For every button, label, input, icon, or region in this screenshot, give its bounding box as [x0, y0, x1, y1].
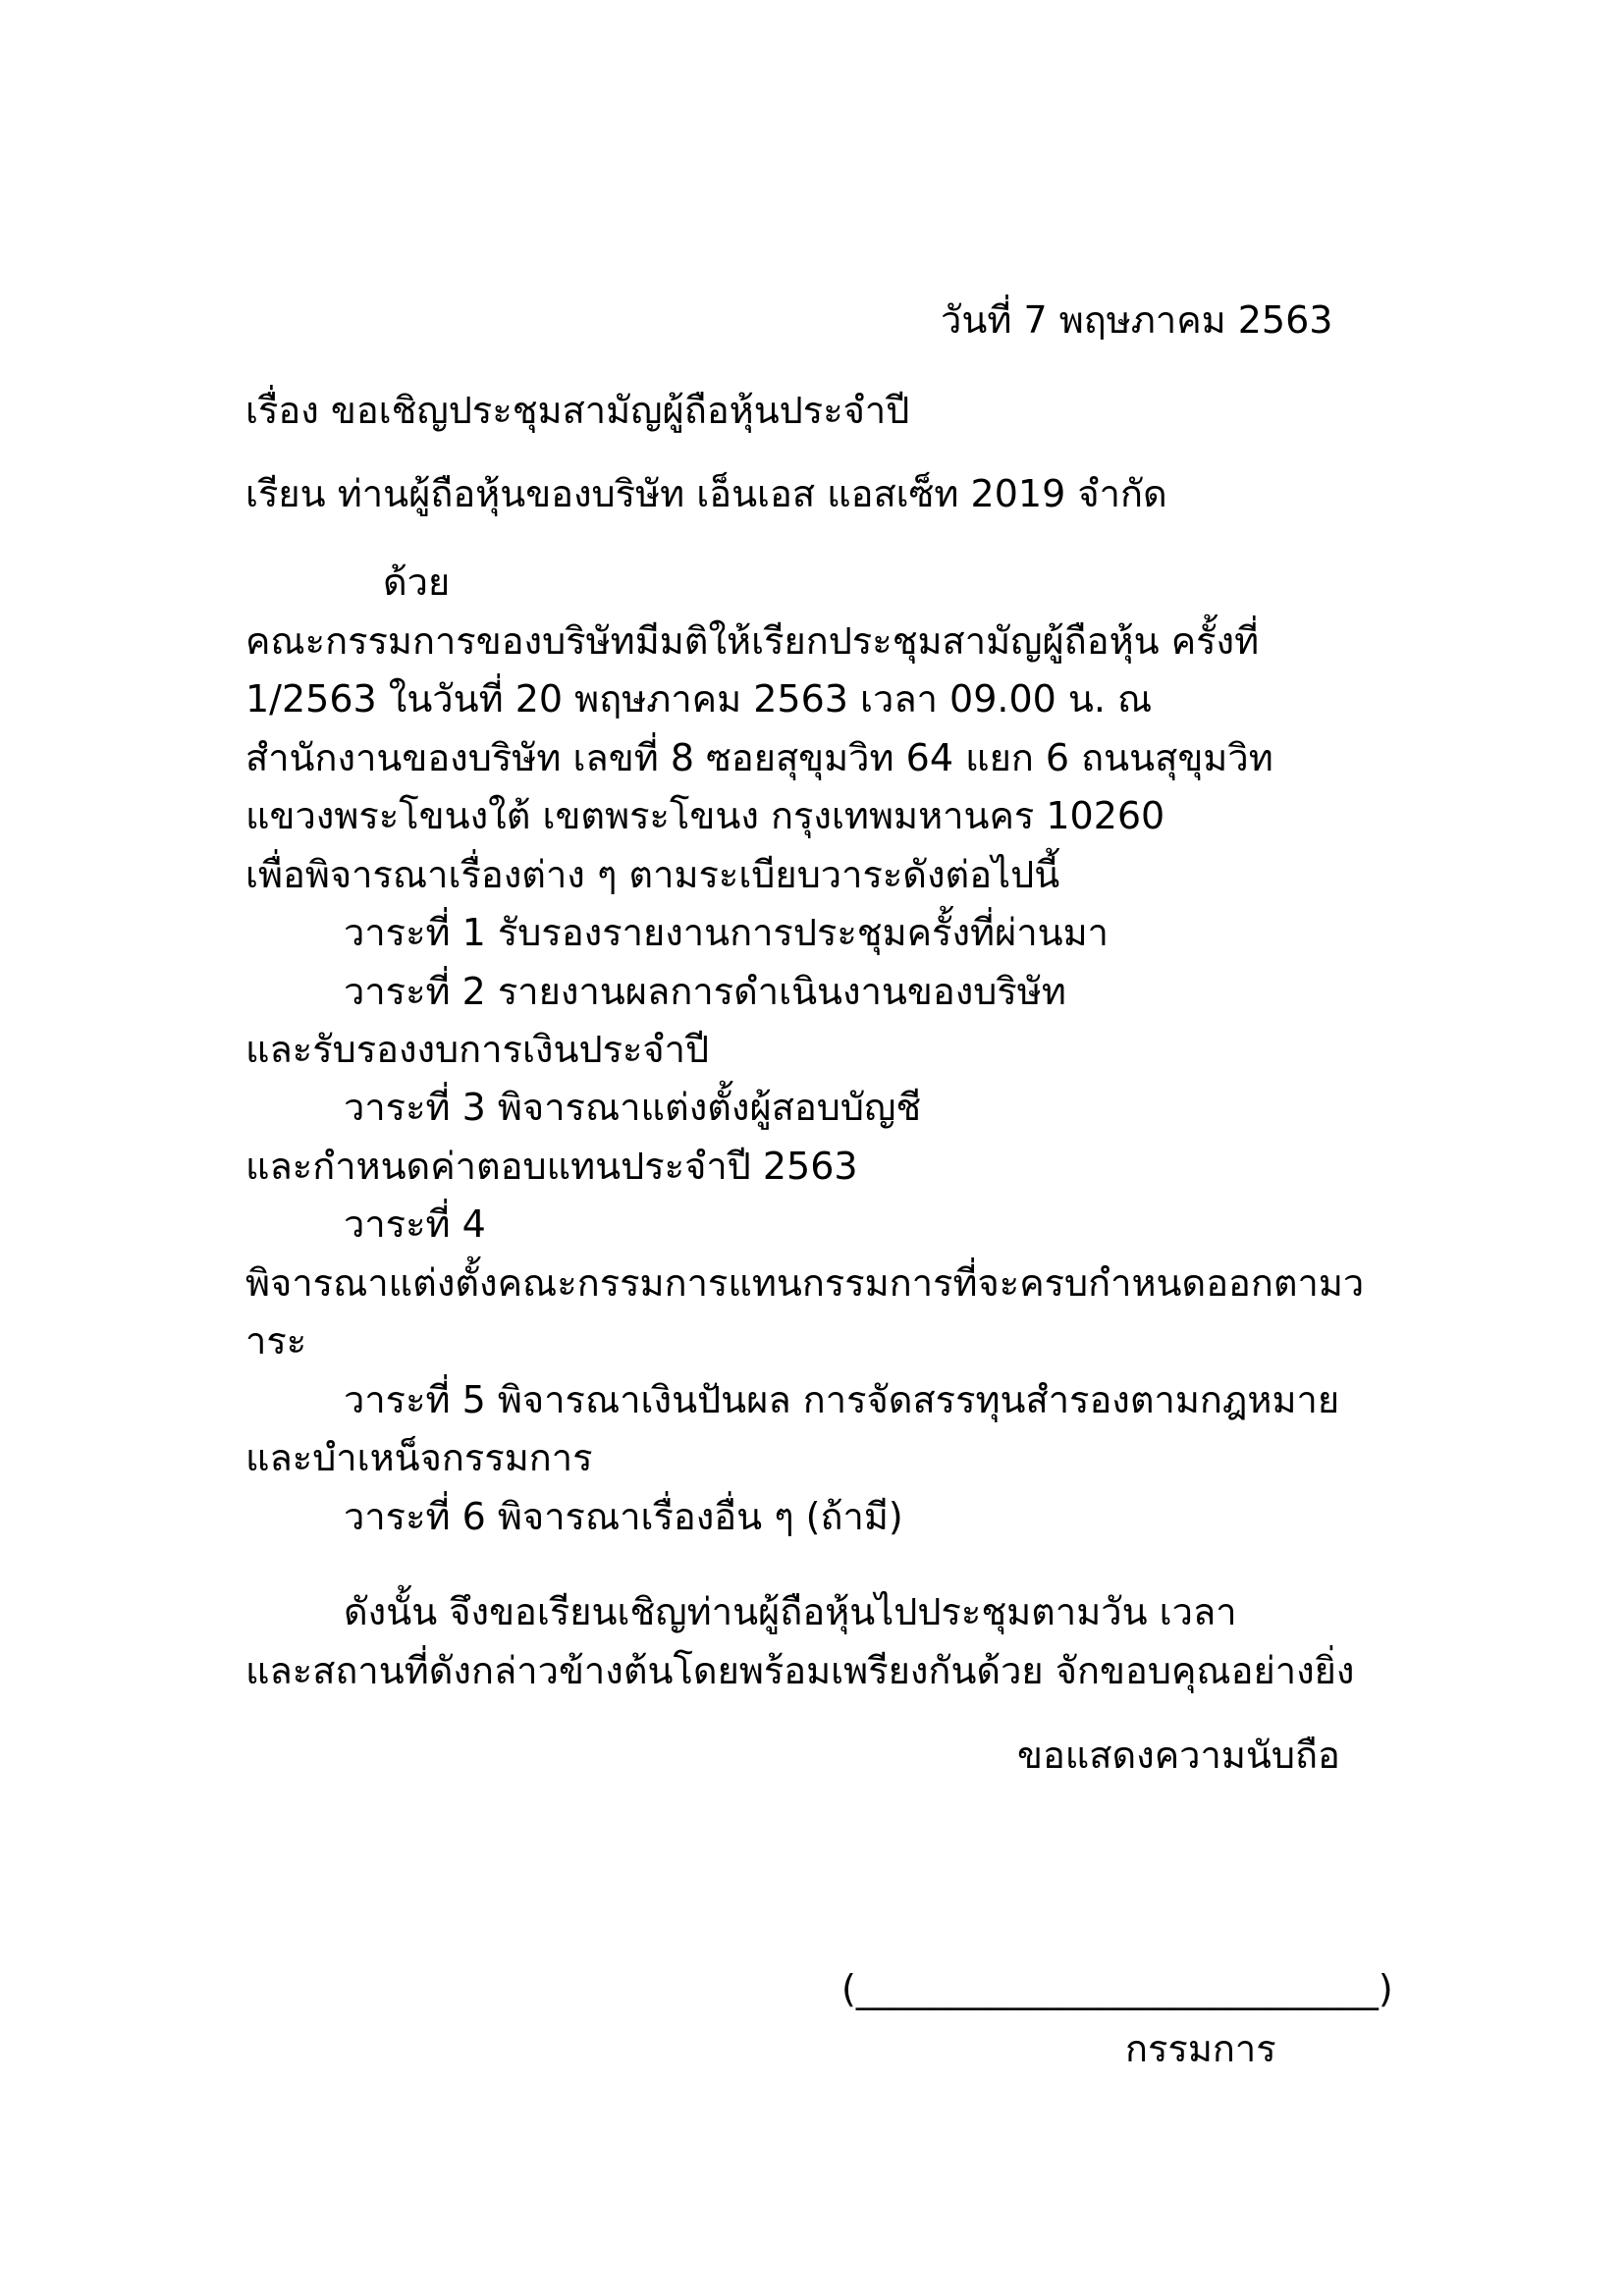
agenda-item-3-continued: และกำหนดค่าตอบแทนประจำปี 2563 — [245, 1145, 858, 1188]
invitation-line-2: และสถานที่ดังกล่าวข้างต้นโดยพร้อมเพรียงกันด้วย จักขอบคุณอย่างยิ่ง — [245, 1649, 1355, 1692]
closing-salutation: ขอแสดงความนับถือ — [1017, 1734, 1340, 1777]
agenda-item-1: วาระที่ 1 รับรองรายงานการประชุมครั้งที่ผ่านมา — [344, 911, 1110, 954]
signer-title: กรรมการ — [1125, 2027, 1276, 2070]
body-opening-word: ด้วย — [383, 561, 451, 604]
agenda-item-5-continued: และบำเหน็จกรรมการ — [245, 1436, 593, 1479]
agenda-item-4-continued-2: าระ — [245, 1319, 307, 1362]
agenda-item-2: วาระที่ 2 รายงานผลการดำเนินงานของบริษัท — [344, 970, 1066, 1013]
agenda-item-4-continued: พิจารณาแต่งตั้งคณะกรรมการแทนกรรมการที่จะครบกำหนดออกตามว — [245, 1261, 1365, 1305]
agenda-item-2-continued: และรับรองงบการเงินประจำปี — [245, 1028, 710, 1071]
invitation-line-1: ดังนั้น จึงขอเรียนเชิญท่านผู้ถือหุ้นไปประชุมตามวัน เวลา — [344, 1590, 1237, 1633]
letter-subject: เรื่อง ขอเชิญประชุมสามัญผู้ถือหุ้นประจำปี — [245, 389, 910, 432]
body-line-5: เพื่อพิจารณาเรื่องต่าง ๆ ตามระเบียบวาระดังต่อไปนี้ — [245, 853, 1060, 896]
letter-date: วันที่ 7 พฤษภาคม 2563 — [941, 298, 1333, 342]
body-line-2: 1/2563 ในวันที่ 20 พฤษภาคม 2563 เวลา 09.00 น. ณ — [245, 677, 1153, 721]
letter-recipient: เรียน ท่านผู้ถือหุ้นของบริษัท เอ็นเอส แอสเซ็ท 2019 จำกัด — [245, 472, 1167, 515]
agenda-item-6: วาระที่ 6 พิจารณาเรื่องอื่น ๆ (ถ้ามี) — [344, 1495, 903, 1538]
body-line-4: แขวงพระโขนงใต้ เขตพระโขนง กรุงเทพมหานคร 10260 — [245, 794, 1165, 837]
body-line-1: คณะกรรมการของบริษัทมีมติให้เรียกประชุมสามัญผู้ถือหุ้น ครั้งที่ — [245, 619, 1260, 663]
signature-line: (____________________________) — [841, 1967, 1393, 2010]
agenda-item-3: วาระที่ 3 พิจารณาแต่งตั้งผู้สอบบัญชี — [344, 1086, 922, 1129]
agenda-item-4: วาระที่ 4 — [344, 1202, 486, 1246]
body-line-3: สำนักงานของบริษัท เลขที่ 8 ซอยสุขุมวิท 64 แยก 6 ถนนสุขุมวิท — [245, 736, 1273, 779]
agenda-item-5: วาระที่ 5 พิจารณาเงินปันผล การจัดสรรทุนสำรองตามกฎหมาย — [344, 1378, 1340, 1421]
